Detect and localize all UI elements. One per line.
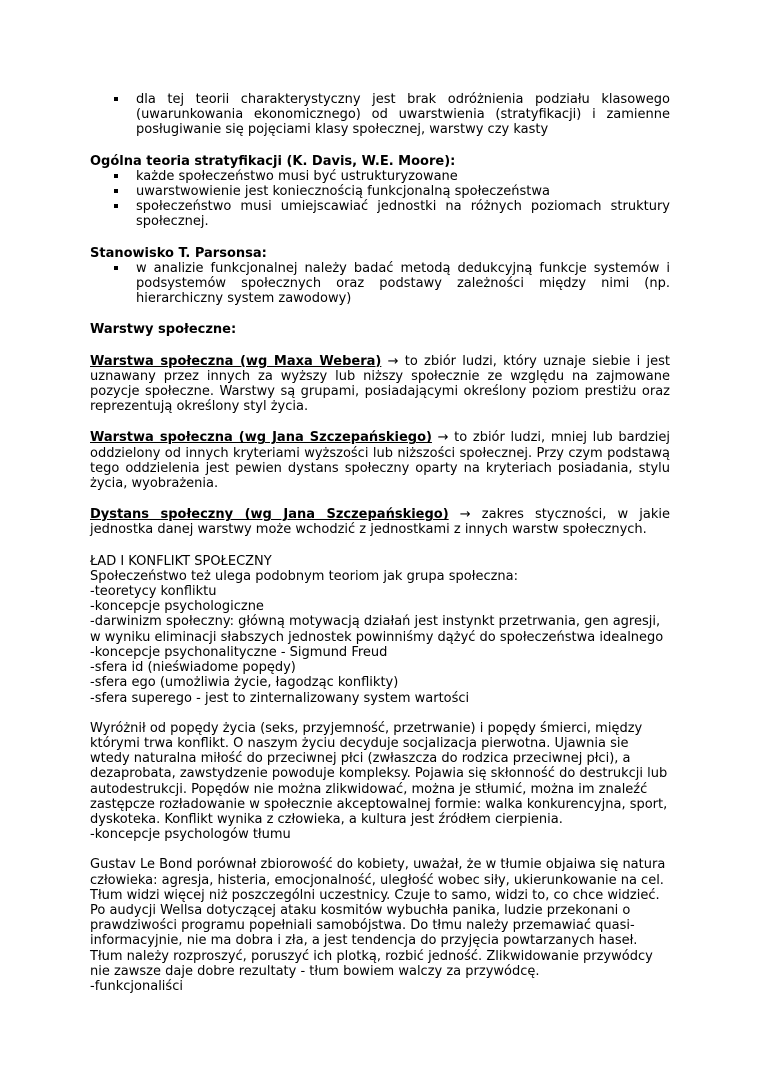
freud-paragraph: Wyróżnił od popędy życia (seks, przyjemność, przetrwanie) i popędy śmierci, między którymi trwa konflikt. O naszym życiu decyduje socjalizacja pierwotna. Ujawnia sie wtedy naturalna miłość do przeciwnej płci (zwłaszcza do rodzica przeciwnej płci), a dezaprobata, zawstydzenie powoduje kompleksy. Pojawia się skłonność do destrukcji lub autodestrukcji. Popędów nie można zlikwidować, można je stłumić, można im znaleźć zastępcze rozładowanie w społecznie akceptowalnej formie: walka konkurencyjna, sport, dyskoteka. Konflikt wynika z człowieka, a kultura jest źródłem cierpienia. [90,720,668,827]
dystans-term: Dystans społeczny (wg Jana Szczepańskiego) [90,507,449,523]
lad-line: -sfera superego - jest to zinternalizowany system wartości [90,690,470,706]
weber-text: → to zbiór ludzi, który uznaje siebie i jest uznawany przez innych za wyższy lub niższy społecznie ze względu na zajmowane pozycje społeczne. Warstwy są grupami, posiadającymi określony poziom prestiżu oraz reprezentują określony styl życia. [90,353,670,415]
bullet-item: uwarstwowienie jest koniecznością funkcjonalną społeczeństwa [90,184,670,199]
parsons-bullet-list [90,261,670,307]
davis-bullet-list [90,169,670,230]
lad-line: Społeczeństwo też ulega podobnym teoriom jak grupa społeczna: [90,568,518,584]
szczepanski-term: Warstwa społeczna (wg Jana Szczepańskiego) [90,430,432,446]
bullet-item: dla tej teorii charakterystyczny jest brak odróżnienia podziału klasowego (uwarunkowania ekonomicznego) od uwarstwienia (stratyfikacji) i zamienne posługiwanie się pojęciami klasy społecznej, warstwy czy kasty [90,92,670,138]
lad-line: -koncepcje psychonalityczne - Sigmund Freud [90,644,388,660]
lad-title: ŁAD I KONFLIKT SPOŁECZNY [90,553,272,569]
warstwy-heading: Warstwy społeczne: [90,322,237,338]
dystans-text: → zakres styczności, w jakie jednostka danej warstwy może wchodzić z jednostkami z innych warstw społecznych. [90,507,670,538]
dystans-definition [90,507,670,537]
lad-line: -sfera id (nieświadome popędy) [90,660,296,676]
lad-line: -sfera ego (umożliwia życie, łagodząc konflikty) [90,675,399,691]
document-page [90,92,670,994]
lad-line: -darwinizm społeczny: główną motywacją działań jest instynkt przetrwania, gen agresji, w wyniku eliminacji słabszych jednostek powinniśmy dążyć do społeczeństwa idealnego [90,614,664,645]
szczepanski-definition [90,430,670,491]
davis-heading: Ogólna teoria stratyfikacji (K. Davis, W.E. Moore): [90,153,456,169]
lad-line: -koncepcje psychologiczne [90,599,264,615]
lebon-paragraph: Gustav Le Bond porównał zbiorowość do kobiety, uważał, że w tłumie objaiwa się natura człowieka: agresja, histeria, emocjonalność, uległość wobec siły, ukierunkowanie na cel. Tłum widzi więcej niż poszczególni uczestnicy. Czuje to samo, widzi to, co chce widzieć. Po audycji Wellsa dotyczącej ataku kosmitów wybuchła panika, ludzie przekonani o prawdziwości programu popełniali samobójstwa. Do tłmu należy przemawiać quasi-informacyjnie, nie ma dobra i zła, a jest tendencja do przyjęcia powtarzanych haseł. Tłum należy rozproszyć, poruszyć ich plotką, rozbić jedność. Zlikwidowanie przywódcy nie zawsze daje dobre rezultaty - tłum bowiem walczy za przywódcę. [90,857,666,979]
weber-definition [90,354,670,415]
bullet-item: w analizie funkcjonalnej należy badać metodą dedukcyjną funkcje systemów i podsystemów społecznych oraz podstawy zależności między nimi (np. hierarchiczny system zawodowy) [90,261,670,307]
bullet-item: społeczeństwo musi umiejscawiać jednostki na różnych poziomach struktury społecznej. [90,199,670,229]
lad-line: -koncepcje psychologów tłumu [90,827,291,843]
szczepanski-text: → to zbiór ludzi, mniej lub bardziej oddzielony od innych kryteriami wyższości lub niższości społecznej. Przy czym podstawą tego oddzielenia jest pewien dystans społeczny oparty na kryteriach posiadania, stylu życia, wyobrażenia. [90,430,670,492]
parsons-heading: Stanowisko T. Parsonsa: [90,245,267,261]
intro-bullet-list [90,92,670,138]
lad-line: -funkcjonaliści [90,978,183,994]
lad-line: -teoretycy konfliktu [90,584,217,600]
bullet-item: każde społeczeństwo musi być ustrukturyzowane [90,169,670,184]
weber-term: Warstwa społeczna (wg Maxa Webera) [90,353,382,369]
lad-section [90,554,670,994]
